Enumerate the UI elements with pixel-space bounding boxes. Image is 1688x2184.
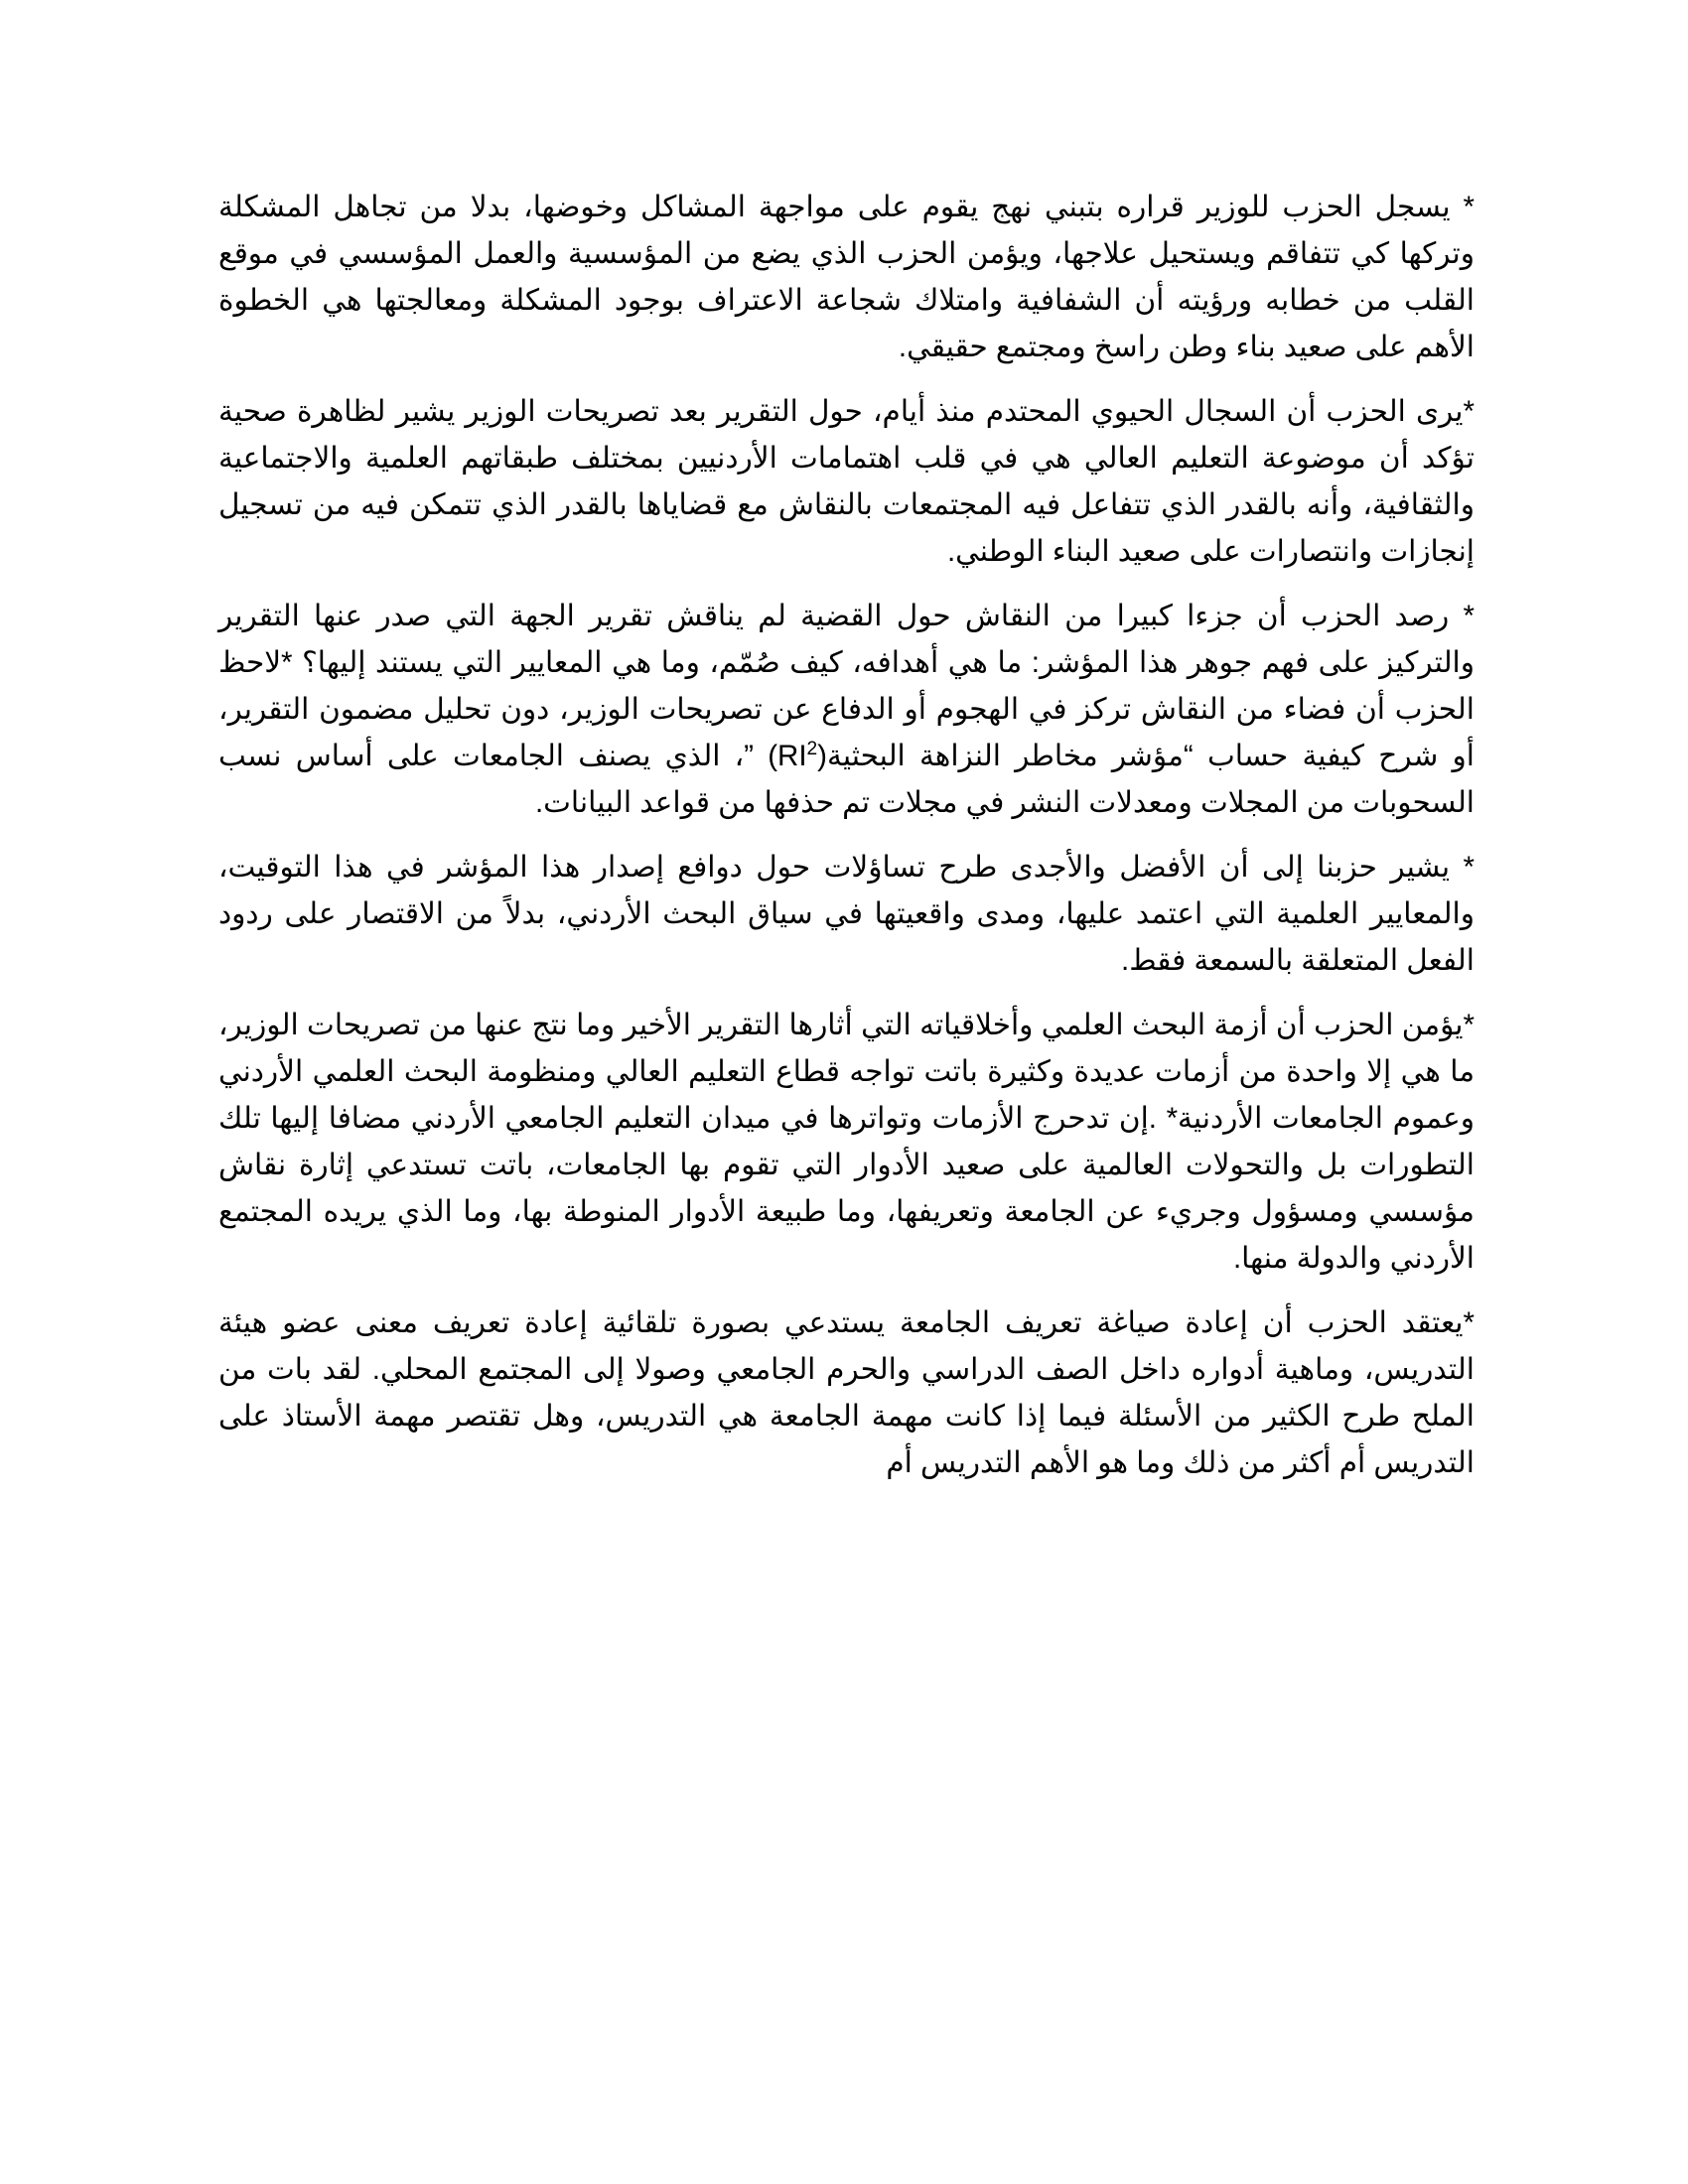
paragraph-report-discussion [218,593,1475,826]
paragraph-minister-decision [218,184,1475,370]
paragraph-redefine-university [218,1299,1475,1486]
paragraph-text: * يشير حزبنا إلى أن الأفضل والأجدى طرح تساؤلات حول دوافع إصدار هذا المؤشر في هذا التوقيت، والمعايير العلمية التي اعتمد عليها، ومدى واقعيتها في سياق البحث الأردني، بدلاً من الاقتصار على ردود الفعل المتعلقة بالسمعة فقط. [218,851,1475,977]
ri2-index-label: $(RI^2)$ [768,739,827,772]
paragraph-better-questions [218,844,1475,984]
paragraph-text-after: ”، الذي يصنف الجامعات على أساس نسب السحوبات من المجلات ومعدلات النشر في مجلات تم حذفها من قواعد البيانات. [218,740,1475,819]
ri-abbrev: RI [777,740,807,772]
document-page [218,184,1475,1504]
paragraph-text: *يعتقد الحزب أن إعادة صياغة تعريف الجامعة يستدعي بصورة تلقائية إعادة تعريف معنى عضو هيئة التدريس، وماهية أدواره داخل الصف الدراسي والحرم الجامعي وصولا إلى المجتمع المحلي. لقد بات من الملح طرح الكثير من الأسئلة فيما إذا كانت مهمة الجامعة هي التدريس، وهل تقتصر مهمة الأستاذ على التدريس أم أكثر من ذلك وما هو الأهم التدريس أم [218,1306,1475,1479]
ri-superscript: 2 [806,739,818,760]
paragraph-text: *يؤمن الحزب أن أزمة البحث العلمي وأخلاقياته التي أثارها التقرير الأخير وما نتج عنها من تصريحات الوزير، ما هي إلا واحدة من أزمات عديدة وكثيرة باتت تواجه قطاع التعليم العالي ومنظومة البحث العلمي الأردني وعموم الجامعات الأردنية* .إن تدحرج الأزمات وتواترها في ميدان التعليم الجامعي الأردني مضافا إليها تلك التطورات بل والتحولات العالمية على صعيد الأدوار التي تقوم بها الجامعات، باتت تستدعي إثارة نقاش مؤسسي ومسؤول وجريء عن الجامعة وتعريفها، وما طبيعة الأدوار المنوطة بها، وما الذي يريده المجتمع الأردني والدولة منها. [218,1009,1475,1275]
paragraph-research-crisis [218,1002,1475,1282]
paragraph-text-before: * رصد الحزب أن جزءا كبيرا من النقاش حول القضية لم يناقش تقرير الجهة التي صدر عنها التقرير والتركيز على فهم جوهر هذا المؤشر: ما هي أهدافه، كيف صُمّم، وما هي المعايير التي يستند إليها؟ *لاحظ الحزب أن فضاء من النقاش تركز في الهجوم أو الدفاع عن تصريحات الوزير، دون تحليل مضمون التقرير، أو شرح كيفية حساب “مؤشر مخاطر النزاهة البحثية [218,600,1475,772]
paragraph-vital-debate [218,388,1475,575]
paragraph-text [218,593,1475,826]
paragraph-text: * يسجل الحزب للوزير قراره بتبني نهج يقوم على مواجهة المشاكل وخوضها، بدلا من تجاهل المشكلة وتركها كي تتفاقم ويستحيل علاجها، ويؤمن الحزب الذي يضع من المؤسسية والعمل المؤسسي في موقع القلب من خطابه ورؤيته أن الشفافية وامتلاك شجاعة الاعتراف بوجود المشكلة ومعالجتها هي الخطوة الأهم على صعيد بناء وطن راسخ ومجتمع حقيقي. [218,191,1476,363]
paragraph-text: *يرى الحزب أن السجال الحيوي المحتدم منذ أيام، حول التقرير بعد تصريحات الوزير يشير لظاهرة صحية تؤكد أن موضوعة التعليم العالي هي في قلب اهتمامات الأردنيين بمختلف طبقاتهم العلمية والاجتماعية والثقافية، وأنه بالقدر الذي تتفاعل فيه المجتمعات بالنقاش مع قضاياها بالقدر الذي تتمكن فيه من تسجيل إنجازات وانتصارات على صعيد البناء الوطني. [218,395,1475,568]
